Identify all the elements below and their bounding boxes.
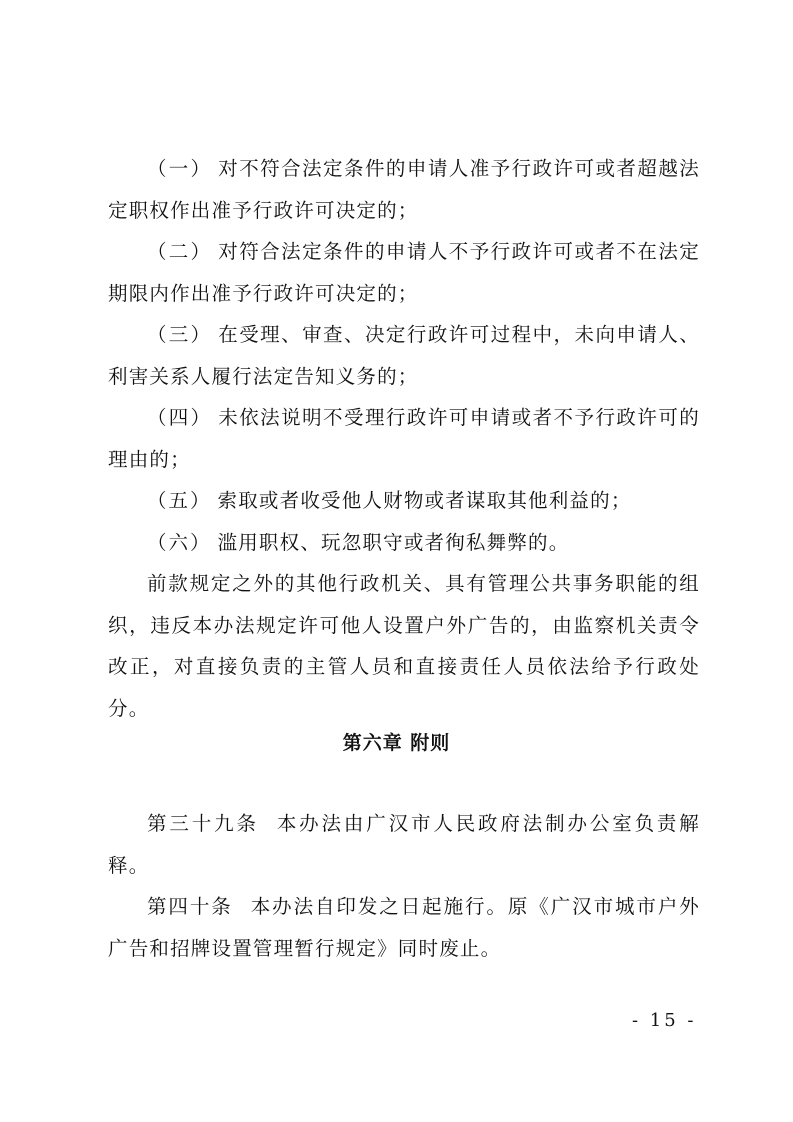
list-item	[108, 314, 700, 397]
article	[108, 803, 700, 886]
item-text: 对符合法定条件的申请人不予行政许可或者不在法定期限内作出准予行政许可决定的；	[108, 240, 700, 305]
item-text: 未依法说明不受理行政许可申请或者不予行政许可的理由的；	[108, 406, 700, 471]
body-text	[108, 148, 700, 729]
article-text: 本办法自印发之日起施行。原《广汉市城市户外广告和招牌设置管理暂行规定》同时废止。	[108, 895, 700, 960]
article-text: 本办法由广汉市人民政府法制办公室负责解释。	[108, 812, 700, 877]
item-text: 索取或者收受他人财物或者谋取其他利益的；	[217, 489, 632, 512]
article-number: 第四十条	[147, 895, 233, 918]
list-item	[108, 231, 700, 314]
body-paragraph: 前款规定之外的其他行政机关、具有管理公共事务职能的组织，违反本办法规定许可他人设置户外广告的，由监察机关责令改正，对直接负责的主管人员和直接责任人员依法给予行政处分。	[108, 572, 700, 720]
item-number: （六）	[147, 530, 212, 554]
item-text: 在受理、审查、决定行政许可过程中，未向申请人、利害关系人履行法定告知义务的；	[108, 323, 700, 388]
item-number: （五）	[147, 489, 212, 512]
item-number: （一）	[147, 157, 213, 180]
chapter-title: 第六章 附则	[342, 732, 451, 754]
item-text: 对不符合法定条件的申请人准予行政许可或者超越法定职权作出准予行政许可决定的；	[108, 157, 700, 222]
page-number: - 15 -	[632, 1010, 697, 1031]
list-item	[108, 522, 700, 564]
articles	[108, 803, 700, 969]
list-item	[108, 148, 700, 231]
article	[108, 886, 700, 969]
list-item	[108, 397, 700, 480]
item-number: （二）	[147, 240, 213, 263]
article-number: 第三十九条	[147, 812, 259, 835]
list-item	[108, 480, 700, 522]
item-text: 滥用职权、玩忽职守或者徇私舞弊的。	[217, 530, 570, 554]
item-number: （四）	[147, 406, 213, 429]
item-number: （三）	[147, 323, 213, 346]
